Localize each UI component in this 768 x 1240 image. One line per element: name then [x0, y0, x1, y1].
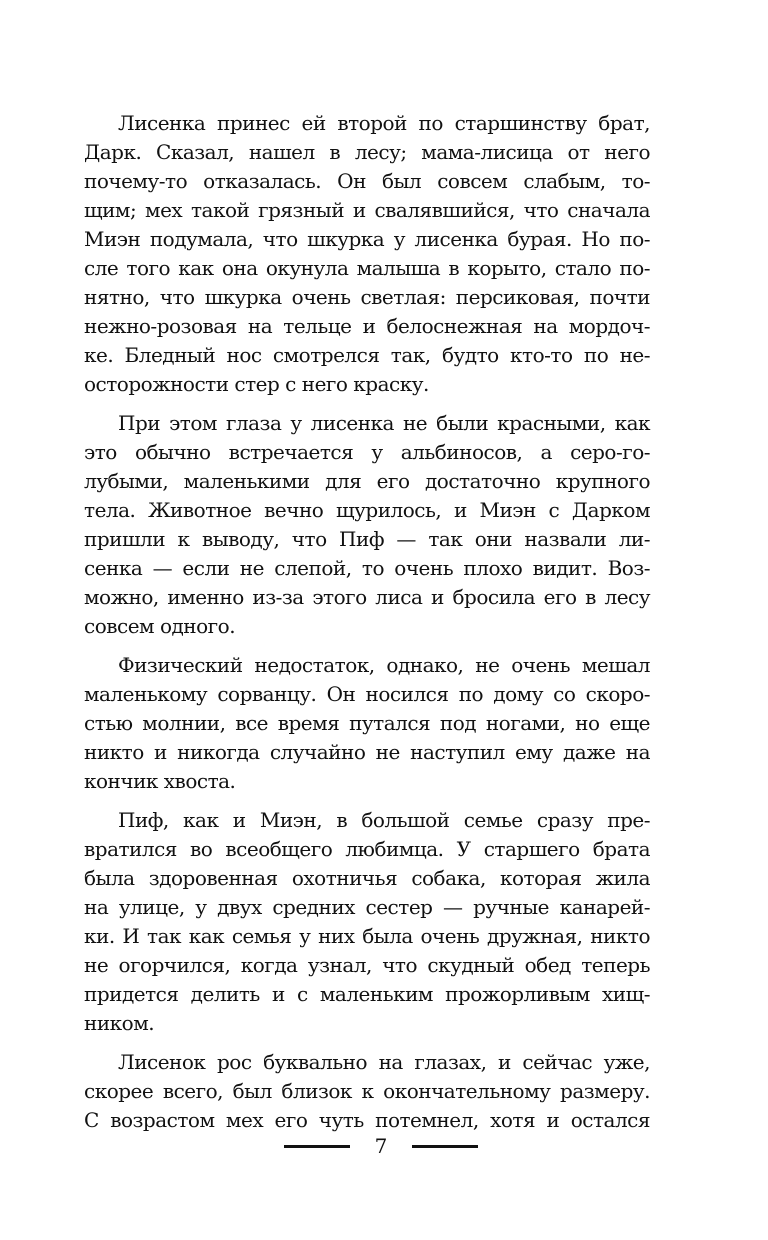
text-line: совсем одного. [84, 614, 236, 638]
paragraph [84, 806, 650, 1038]
text-line: щим; мех такой грязный и свалявшийся, что сначала [84, 198, 650, 222]
text-line: Лисенка принес ей второй по старшинству брат, [118, 111, 650, 135]
page-footer [0, 1126, 768, 1166]
text-line: тела. Животное вечно щурилось, и Миэн с Дарком [84, 498, 650, 522]
text-line: кончик хвоста. [84, 769, 236, 793]
text-line: нятно, что шкурка очень светлая: персиковая, почти [84, 285, 650, 309]
text-line: С возрастом мех его чуть потемнел, хотя и остался [84, 1108, 650, 1132]
text-line: на улице, у двух средних сестер — ручные канарей- [84, 895, 650, 919]
text-line: стью молнии, все время путался под ногами, но еще [84, 711, 650, 735]
text-line: скорее всего, был близок к окончательному размеру. [84, 1079, 650, 1103]
text-line: Миэн подумала, что шкурка у лисенка бурая. Но по- [84, 227, 650, 251]
text-line: лубыми, маленькими для его достаточно крупного [84, 469, 650, 493]
text-line: придется делить и с маленьким прожорливым хищ- [84, 982, 650, 1006]
text-line: пришли к выводу, что Пиф — так они назвали ли- [84, 527, 650, 551]
text-line: маленькому сорванцу. Он носился по дому со скоро- [84, 682, 650, 706]
paragraph [84, 1048, 650, 1135]
paragraph-gap [84, 796, 650, 806]
text-line: Дарк. Сказал, нашел в лесу; мама-лисица от него [84, 140, 650, 164]
paragraph-gap [84, 1038, 650, 1048]
text-line: ке. Бледный нос смотрелся так, будто кто-то по не- [84, 343, 650, 367]
text-line: Пиф, как и Миэн, в большой семье сразу пре- [118, 808, 650, 832]
footer-rule-left [284, 1145, 350, 1148]
text-line: никто и никогда случайно не наступил ему даже на [84, 740, 650, 764]
paragraph [84, 409, 650, 641]
paragraph [84, 651, 650, 796]
footer-rule-right [412, 1145, 478, 1148]
text-line: Лисенок рос буквально на глазах, и сейчас уже, [118, 1050, 650, 1074]
text-line: можно, именно из-за этого лиса и бросила его в лесу [84, 585, 650, 609]
paragraph-gap [84, 641, 650, 651]
body-text [84, 109, 650, 1135]
text-line: была здоровенная охотничья собака, которая жила [84, 866, 650, 890]
text-line: ки. И так как семья у них была очень дружная, никто [84, 924, 650, 948]
page-number: 7 [374, 1134, 388, 1158]
text-line: сле того как она окунула малыша в корыто, стало по- [84, 256, 650, 280]
text-line: ником. [84, 1011, 155, 1035]
text-line: нежно-розовая на тельце и белоснежная на мордоч- [84, 314, 650, 338]
text-line: не огорчился, когда узнал, что скудный обед теперь [84, 953, 650, 977]
text-line: осторожности стер с него краску. [84, 372, 429, 396]
text-line: При этом глаза у лисенка не были красными, как [118, 411, 650, 435]
paragraph [84, 109, 650, 399]
paragraph-gap [84, 399, 650, 409]
text-line: сенка — если не слепой, то очень плохо видит. Воз- [84, 556, 650, 580]
text-line: почему-то отказалась. Он был совсем слабым, то- [84, 169, 650, 193]
text-line: это обычно встречается у альбиносов, а серо-го- [84, 440, 650, 464]
text-line: Физический недостаток, однако, не очень мешал [118, 653, 650, 677]
text-line: вратился во всеобщего любимца. У старшего брата [84, 837, 650, 861]
